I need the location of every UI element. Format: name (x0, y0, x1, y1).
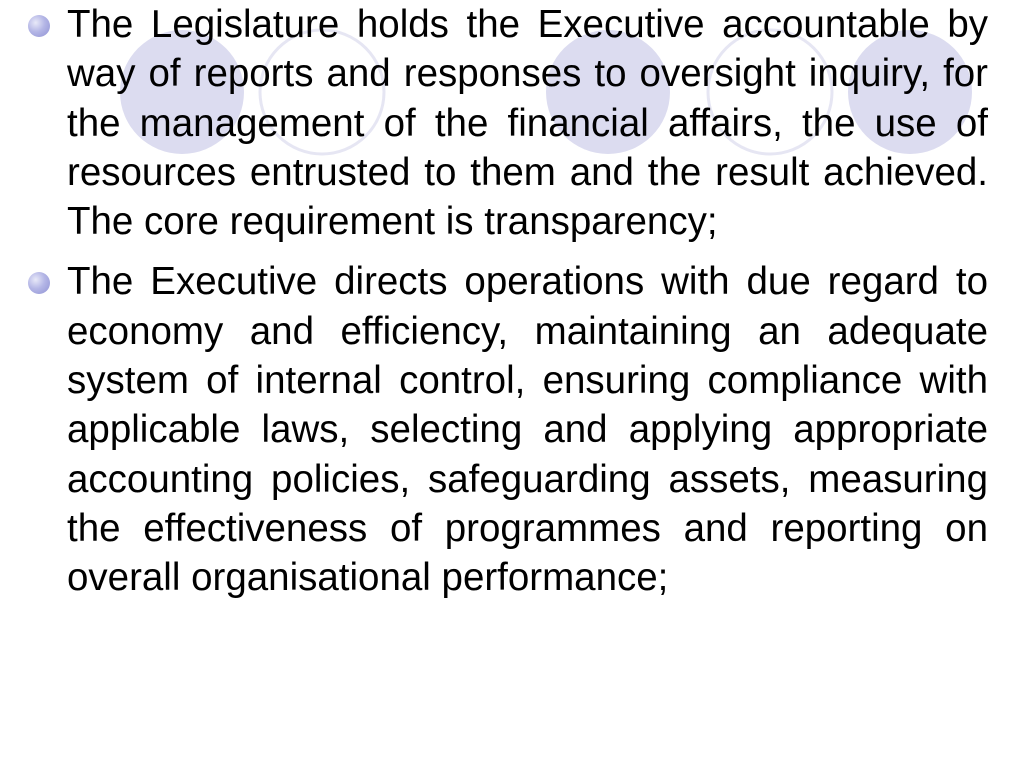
bullet-item (28, 257, 988, 602)
bullet-text: The Legislature holds the Executive accountable by way of reports and responses to oversight inquiry, for the management of the financial affairs, the use of resources entrusted to them and the result achieved. The core requirement is transparency; (67, 3, 988, 244)
bullet-list (28, 0, 988, 603)
slide-body (28, 0, 988, 603)
bullet-text: The Executive directs operations with due regard to economy and efficiency, maintaining an adequate system of internal control, ensuring compliance with applicable laws, selecting and applying appropriate accounting policies, safeguarding assets, measuring the effectiveness of programmes and reporting on overall organisational performance; (67, 260, 988, 600)
bullet-dot-icon (28, 15, 50, 37)
bullet-dot-icon (28, 272, 50, 294)
bullet-item (28, 0, 988, 246)
